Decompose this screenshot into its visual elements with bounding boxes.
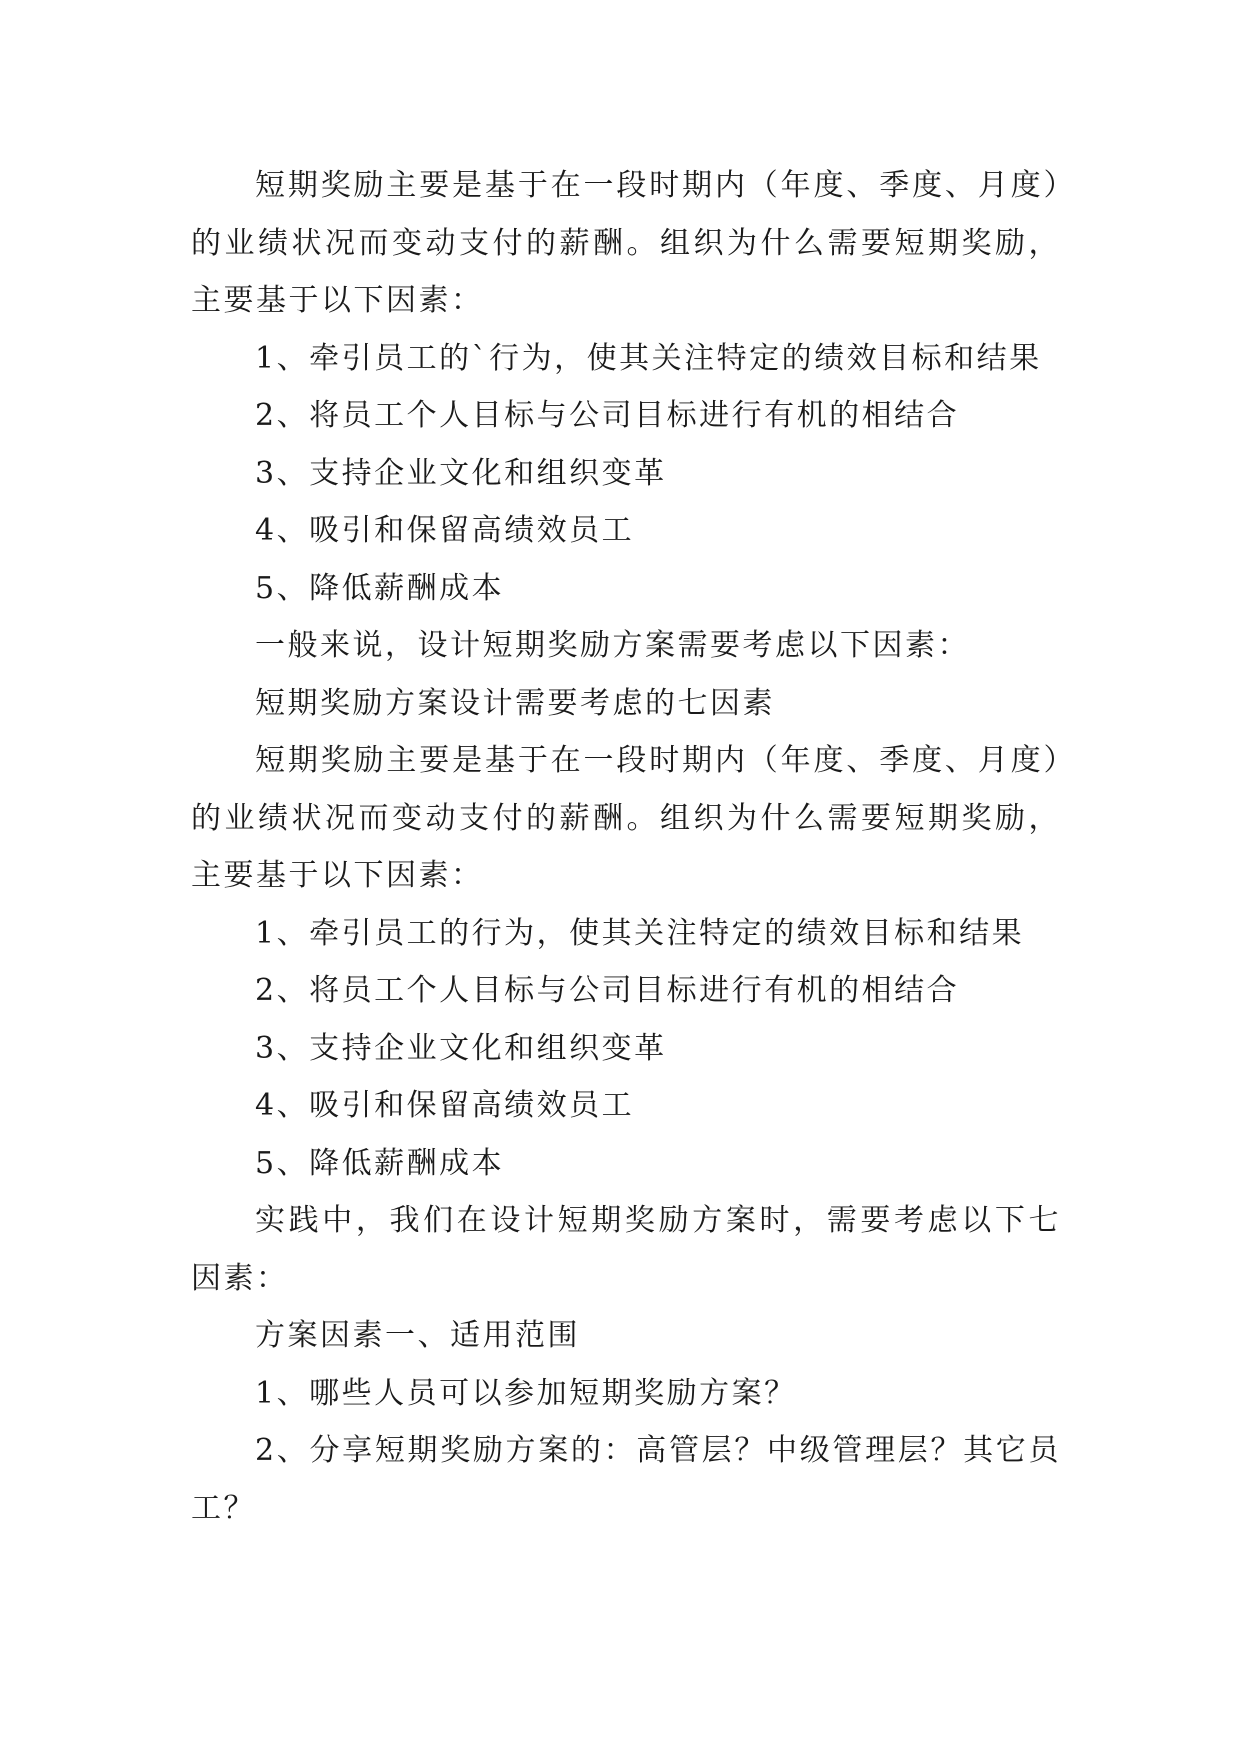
list-item-5-repeat: 5、降低薪酬成本 <box>255 1145 505 1181</box>
question-2: 2、分享短期奖励方案的：高管层？中级管理层？其它员工？ <box>191 1433 1061 1526</box>
question-1: 1、哪些人员可以参加短期奖励方案？ <box>255 1375 797 1411</box>
paragraph-intro: 短期奖励主要是基于在一段时期内（年度、季度、月度）的业绩状况而变动支付的薪酬。组织为什么需要短期奖励，主要基于以下因素： <box>191 168 1061 318</box>
list-item-2-repeat: 2、将员工个人目标与公司目标进行有机的相结合 <box>255 973 960 1008</box>
list-item-1-repeat: 1、牵引员工的行为，使其关注特定的绩效目标和结果 <box>255 915 1025 951</box>
paragraph-general: 一般来说，设计短期奖励方案需要考虑以下因素： <box>255 628 970 663</box>
section-heading: 短期奖励方案设计需要考虑的七因素 <box>255 685 775 721</box>
list-item-1: 1、牵引员工的`行为，使其关注特定的绩效目标和结果 <box>255 340 1042 376</box>
list-item-4: 4、吸引和保留高绩效员工 <box>255 513 635 548</box>
list-item-2: 2、将员工个人目标与公司目标进行有机的相结合 <box>255 398 960 433</box>
list-item-3-repeat: 3、支持企业文化和组织变革 <box>255 1030 667 1066</box>
paragraph-practice: 实践中，我们在设计短期奖励方案时，需要考虑以下七因素： <box>191 1203 1061 1296</box>
list-item-4-repeat: 4、吸引和保留高绩效员工 <box>255 1088 635 1123</box>
list-item-5: 5、降低薪酬成本 <box>255 570 505 606</box>
factor-heading: 方案因素一、适用范围 <box>255 1318 580 1353</box>
document-body <box>191 157 1061 1537</box>
paragraph-intro-repeat: 短期奖励主要是基于在一段时期内（年度、季度、月度）的业绩状况而变动支付的薪酬。组织为什么需要短期奖励，主要基于以下因素： <box>191 743 1061 893</box>
list-item-3: 3、支持企业文化和组织变革 <box>255 455 667 491</box>
